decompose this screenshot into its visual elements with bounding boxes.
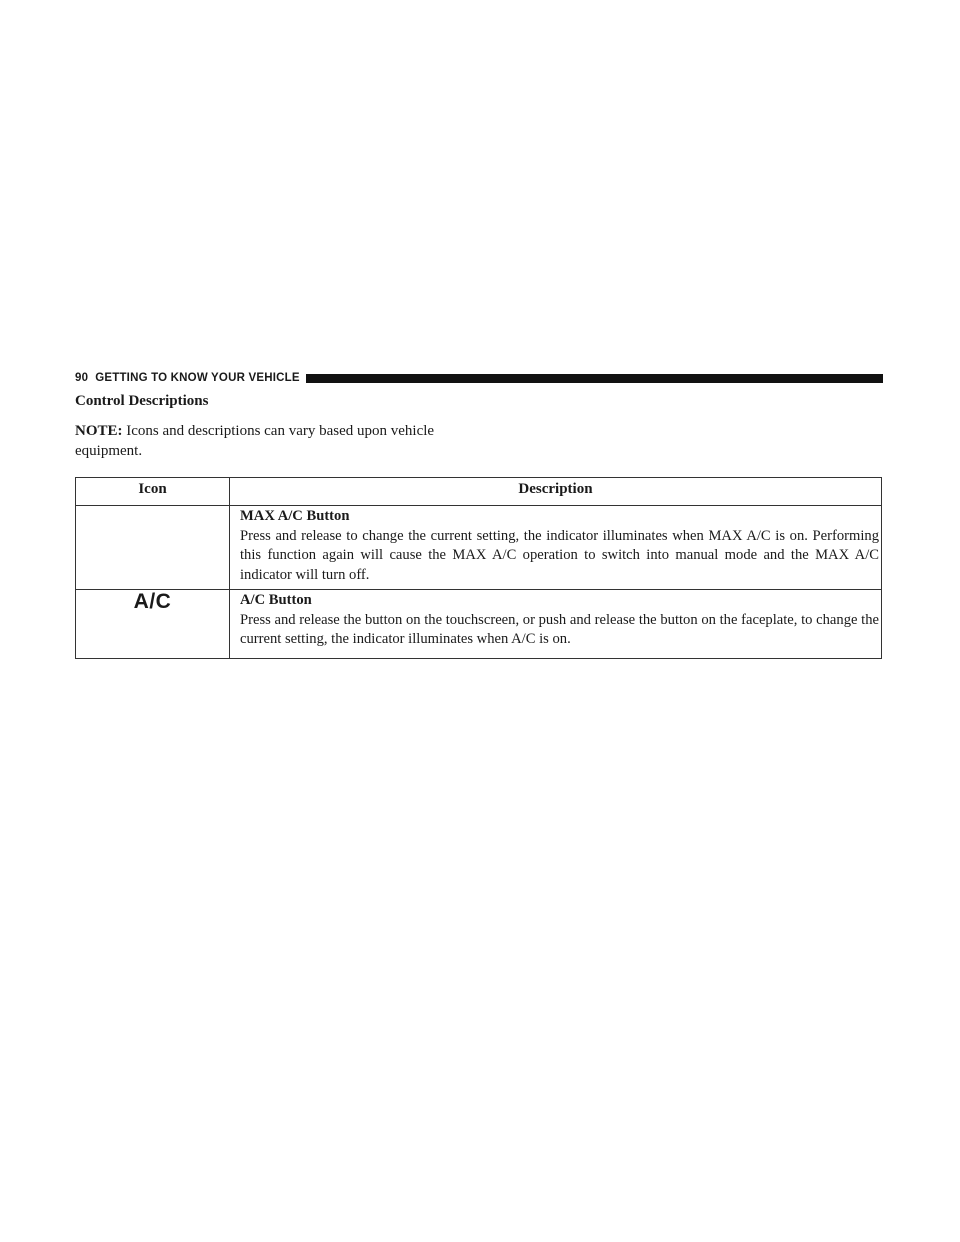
running-head: GETTING TO KNOW YOUR VEHICLE	[95, 372, 300, 384]
description-column-header: Description	[230, 478, 882, 506]
description-cell	[230, 506, 882, 590]
icon-column-header: Icon	[76, 478, 230, 506]
table-row	[76, 506, 882, 590]
table-row	[76, 590, 882, 659]
header-rule	[306, 374, 883, 383]
page-number: 90	[75, 372, 89, 384]
row-title: A/C Button	[240, 592, 312, 608]
row-text: Press and release to change the current setting, the indicator illuminates when MAX A/C is on. Performing this function again will cause the MAX A/C operation to switch into manual mode and the MAX A/C indicator will turn off.	[240, 527, 879, 583]
section-title: Control Descriptions	[75, 393, 209, 409]
icon-cell	[76, 590, 230, 659]
controls-table	[75, 477, 882, 659]
row-title: MAX A/C Button	[240, 508, 350, 524]
note-label: NOTE:	[75, 423, 123, 439]
row-text: Press and release the button on the touchscreen, or push and release the button on the faceplate, to change the current setting, the indicator illuminates when A/C is on.	[240, 611, 879, 647]
note-text: Icons and descriptions can vary based upon vehicle equipment.	[75, 423, 435, 459]
table-header-row	[76, 478, 882, 506]
page-header	[75, 371, 883, 385]
description-cell	[230, 590, 882, 659]
max-ac-icon	[76, 506, 230, 590]
note	[75, 421, 475, 461]
ac-icon: A/C	[133, 590, 172, 613]
